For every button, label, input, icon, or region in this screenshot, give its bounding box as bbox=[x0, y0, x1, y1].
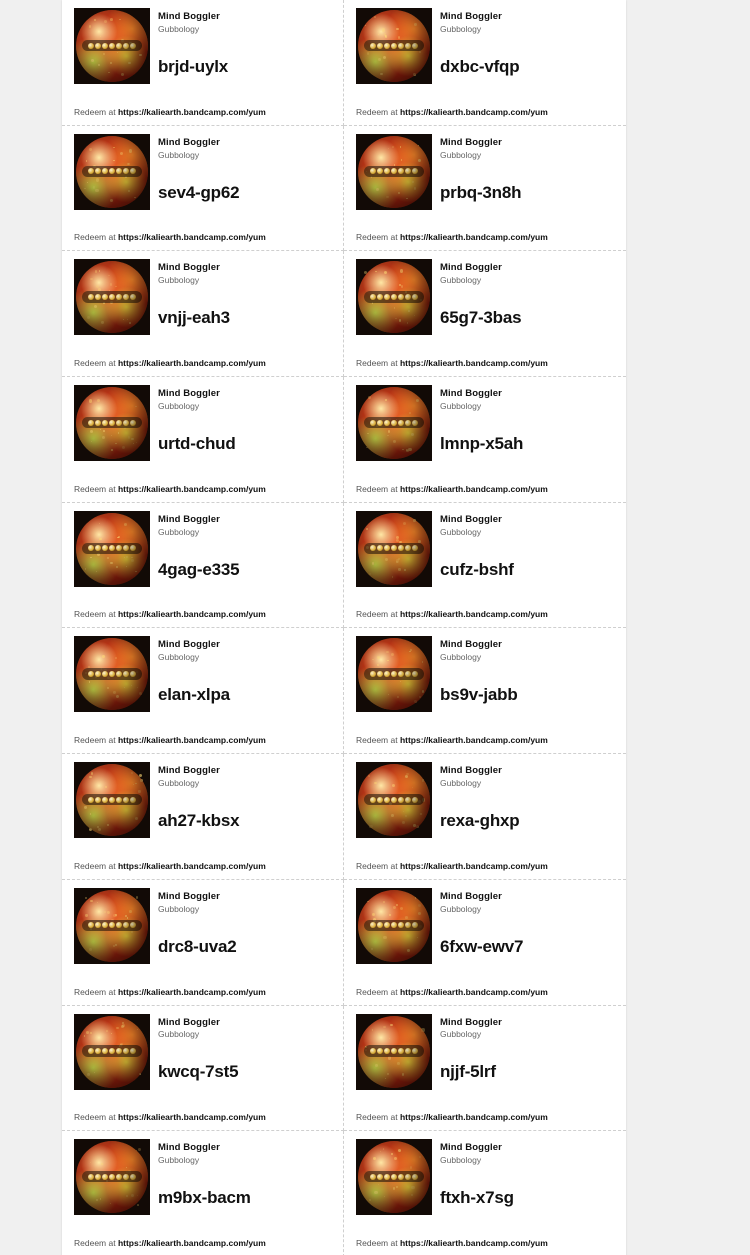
artist-name: Mind Boggler bbox=[158, 136, 220, 148]
card-header bbox=[356, 636, 616, 712]
card-header bbox=[74, 1014, 333, 1090]
card-inner bbox=[74, 134, 333, 243]
artist-name: Mind Boggler bbox=[440, 1142, 502, 1154]
redeem-prefix: Redeem at bbox=[74, 232, 118, 243]
card-meta bbox=[158, 511, 239, 580]
artist-name: Mind Boggler bbox=[158, 513, 220, 525]
card-header bbox=[356, 762, 616, 838]
card-header bbox=[356, 134, 616, 210]
download-code-card bbox=[344, 503, 626, 629]
card-header bbox=[74, 8, 333, 84]
album-title: Gubbology bbox=[158, 23, 200, 34]
redeem-instruction bbox=[74, 484, 266, 494]
card-meta bbox=[440, 762, 519, 831]
album-art-sun-disc-icon bbox=[356, 1139, 432, 1215]
card-inner bbox=[356, 134, 616, 243]
download-code: kwcq-7st5 bbox=[158, 1062, 239, 1082]
redeem-url[interactable]: https://kaliearth.bandcamp.com/yum bbox=[399, 1112, 548, 1123]
artist-name: Mind Boggler bbox=[440, 890, 502, 902]
album-art-sun-disc-icon bbox=[74, 1014, 150, 1090]
card-inner bbox=[74, 8, 333, 117]
card-meta bbox=[158, 385, 236, 454]
download-code: 6fxw-ewv7 bbox=[440, 936, 524, 956]
card-inner bbox=[74, 762, 333, 871]
download-code-card bbox=[62, 0, 344, 126]
album-title: Gubbology bbox=[440, 778, 482, 789]
download-code-card bbox=[62, 251, 344, 377]
redeem-url[interactable]: https://kaliearth.bandcamp.com/yum bbox=[399, 232, 548, 243]
card-header bbox=[356, 511, 616, 587]
redeem-prefix: Redeem at bbox=[356, 860, 400, 871]
redeem-url[interactable]: https://kaliearth.bandcamp.com/yum bbox=[399, 358, 548, 369]
album-title: Gubbology bbox=[440, 400, 482, 411]
card-meta bbox=[158, 8, 228, 77]
redeem-instruction bbox=[74, 987, 266, 997]
download-code: 65g7-3bas bbox=[440, 308, 522, 328]
download-code: sev4-gp62 bbox=[158, 182, 240, 202]
redeem-instruction bbox=[356, 735, 548, 745]
download-code: lmnp-x5ah bbox=[440, 434, 524, 454]
card-header bbox=[74, 134, 333, 210]
redeem-url[interactable]: https://kaliearth.bandcamp.com/yum bbox=[117, 106, 266, 117]
redeem-instruction bbox=[356, 484, 548, 494]
redeem-prefix: Redeem at bbox=[356, 986, 400, 997]
redeem-instruction bbox=[356, 1112, 548, 1122]
album-title: Gubbology bbox=[158, 903, 200, 914]
album-art-sun-disc-icon bbox=[356, 888, 432, 964]
album-title: Gubbology bbox=[158, 1029, 200, 1040]
redeem-prefix: Redeem at bbox=[356, 106, 400, 117]
album-art-sun-disc-icon bbox=[74, 511, 150, 587]
redeem-url[interactable]: https://kaliearth.bandcamp.com/yum bbox=[399, 735, 548, 746]
download-code: ftxh-x7sg bbox=[440, 1188, 514, 1208]
download-code-card bbox=[62, 628, 344, 754]
album-art-sun-disc-icon bbox=[356, 134, 432, 210]
artist-name: Mind Boggler bbox=[158, 11, 220, 22]
album-art-sun-disc-icon bbox=[356, 1014, 432, 1090]
album-title: Gubbology bbox=[440, 526, 482, 537]
album-art-sun-disc-icon bbox=[356, 385, 432, 461]
download-code: prbq-3n8h bbox=[440, 182, 522, 202]
artist-name: Mind Boggler bbox=[440, 513, 502, 525]
redeem-url[interactable]: https://kaliearth.bandcamp.com/yum bbox=[399, 609, 548, 620]
album-title: Gubbology bbox=[440, 1029, 482, 1040]
redeem-prefix: Redeem at bbox=[74, 1112, 118, 1123]
album-title: Gubbology bbox=[158, 778, 200, 789]
artist-name: Mind Boggler bbox=[158, 890, 220, 902]
card-meta bbox=[440, 8, 519, 77]
artist-name: Mind Boggler bbox=[440, 11, 502, 22]
redeem-prefix: Redeem at bbox=[356, 1237, 400, 1248]
card-meta bbox=[158, 1139, 251, 1208]
download-code-card bbox=[344, 628, 626, 754]
redeem-instruction bbox=[74, 861, 266, 871]
download-code: vnjj-eah3 bbox=[158, 308, 230, 328]
redeem-url[interactable]: https://kaliearth.bandcamp.com/yum bbox=[117, 483, 266, 494]
artist-name: Mind Boggler bbox=[158, 262, 220, 274]
redeem-url[interactable]: https://kaliearth.bandcamp.com/yum bbox=[117, 1112, 266, 1123]
album-art-sun-disc-icon bbox=[74, 259, 150, 335]
album-title: Gubbology bbox=[158, 526, 200, 537]
card-header bbox=[356, 1014, 616, 1090]
download-code: bs9v-jabb bbox=[440, 685, 518, 705]
download-code: 4gag-e335 bbox=[158, 559, 240, 579]
download-code: ah27-kbsx bbox=[158, 811, 240, 831]
card-inner bbox=[356, 1139, 616, 1248]
card-meta bbox=[440, 888, 523, 957]
download-code-card bbox=[344, 251, 626, 377]
card-header bbox=[356, 1139, 616, 1215]
card-header bbox=[356, 385, 616, 461]
redeem-instruction bbox=[74, 735, 266, 745]
card-inner bbox=[74, 511, 333, 620]
card-header bbox=[356, 8, 616, 84]
redeem-instruction bbox=[74, 232, 266, 242]
album-title: Gubbology bbox=[440, 652, 482, 663]
redeem-prefix: Redeem at bbox=[356, 735, 400, 746]
card-meta bbox=[158, 636, 230, 705]
card-meta bbox=[440, 134, 521, 203]
redeem-url[interactable]: https://kaliearth.bandcamp.com/yum bbox=[399, 1237, 548, 1248]
redeem-instruction bbox=[74, 1238, 266, 1248]
redeem-prefix: Redeem at bbox=[74, 860, 118, 871]
card-meta bbox=[440, 385, 523, 454]
redeem-instruction bbox=[74, 609, 266, 619]
artist-name: Mind Boggler bbox=[158, 765, 220, 777]
download-code-card bbox=[344, 377, 626, 503]
download-code-card bbox=[344, 1131, 626, 1255]
redeem-prefix: Redeem at bbox=[356, 358, 400, 369]
redeem-instruction bbox=[356, 107, 548, 117]
download-code-card bbox=[344, 126, 626, 252]
download-code-card bbox=[344, 0, 626, 126]
redeem-url[interactable]: https://kaliearth.bandcamp.com/yum bbox=[399, 986, 548, 997]
download-code: drc8-uva2 bbox=[158, 936, 237, 956]
album-title: Gubbology bbox=[158, 149, 200, 160]
card-header bbox=[74, 259, 333, 335]
card-inner bbox=[356, 888, 616, 997]
album-title: Gubbology bbox=[158, 275, 200, 286]
card-inner bbox=[74, 888, 333, 997]
album-title: Gubbology bbox=[158, 400, 200, 411]
card-meta bbox=[158, 134, 239, 203]
download-code: rexa-ghxp bbox=[440, 811, 520, 831]
download-code-card bbox=[62, 503, 344, 629]
redeem-prefix: Redeem at bbox=[74, 358, 118, 369]
card-inner bbox=[356, 762, 616, 871]
card-meta bbox=[440, 1139, 514, 1208]
printable-sheet bbox=[62, 0, 626, 1255]
redeem-url[interactable]: https://kaliearth.bandcamp.com/yum bbox=[399, 106, 548, 117]
redeem-prefix: Redeem at bbox=[74, 1237, 118, 1248]
card-header bbox=[356, 888, 616, 964]
redeem-url[interactable]: https://kaliearth.bandcamp.com/yum bbox=[399, 483, 548, 494]
redeem-url[interactable]: https://kaliearth.bandcamp.com/yum bbox=[117, 609, 266, 620]
album-title: Gubbology bbox=[440, 149, 482, 160]
card-header bbox=[74, 636, 333, 712]
artist-name: Mind Boggler bbox=[440, 388, 502, 400]
redeem-prefix: Redeem at bbox=[74, 106, 118, 117]
album-art-sun-disc-icon bbox=[356, 259, 432, 335]
card-meta bbox=[158, 762, 239, 831]
redeem-url[interactable]: https://kaliearth.bandcamp.com/yum bbox=[117, 1237, 266, 1248]
redeem-url[interactable]: https://kaliearth.bandcamp.com/yum bbox=[117, 358, 266, 369]
redeem-instruction bbox=[74, 107, 266, 117]
download-code: dxbc-vfqp bbox=[440, 56, 520, 76]
card-meta bbox=[440, 511, 514, 580]
redeem-instruction bbox=[74, 358, 266, 368]
album-art-sun-disc-icon bbox=[74, 8, 150, 84]
redeem-instruction bbox=[356, 232, 548, 242]
card-inner bbox=[74, 1014, 333, 1123]
album-art-sun-disc-icon bbox=[356, 762, 432, 838]
redeem-prefix: Redeem at bbox=[74, 609, 118, 620]
artist-name: Mind Boggler bbox=[440, 765, 502, 777]
artist-name: Mind Boggler bbox=[440, 262, 502, 274]
download-code: cufz-bshf bbox=[440, 559, 514, 579]
redeem-prefix: Redeem at bbox=[356, 483, 400, 494]
artist-name: Mind Boggler bbox=[158, 388, 220, 400]
download-code: elan-xlpa bbox=[158, 685, 230, 705]
redeem-prefix: Redeem at bbox=[74, 735, 118, 746]
redeem-instruction bbox=[74, 1112, 266, 1122]
card-meta bbox=[440, 1014, 502, 1083]
card-header bbox=[74, 888, 333, 964]
artist-name: Mind Boggler bbox=[158, 639, 220, 651]
card-header bbox=[356, 259, 616, 335]
redeem-instruction bbox=[356, 358, 548, 368]
artist-name: Mind Boggler bbox=[158, 1016, 220, 1028]
card-header bbox=[74, 511, 333, 587]
card-inner bbox=[74, 636, 333, 745]
card-meta bbox=[158, 1014, 238, 1083]
redeem-url[interactable]: https://kaliearth.bandcamp.com/yum bbox=[117, 735, 266, 746]
download-code-card bbox=[62, 126, 344, 252]
download-code: brjd-uylx bbox=[158, 56, 228, 76]
album-art-sun-disc-icon bbox=[74, 134, 150, 210]
card-header bbox=[74, 1139, 333, 1215]
download-code-card bbox=[344, 1006, 626, 1132]
artist-name: Mind Boggler bbox=[440, 639, 502, 651]
album-art-sun-disc-icon bbox=[74, 762, 150, 838]
card-meta bbox=[440, 259, 521, 328]
artist-name: Mind Boggler bbox=[440, 136, 502, 148]
album-art-sun-disc-icon bbox=[74, 1139, 150, 1215]
card-inner bbox=[356, 1014, 616, 1123]
download-code-card bbox=[62, 754, 344, 880]
card-inner bbox=[356, 385, 616, 494]
redeem-url[interactable]: https://kaliearth.bandcamp.com/yum bbox=[117, 232, 266, 243]
card-inner bbox=[74, 259, 333, 368]
card-inner bbox=[74, 385, 333, 494]
album-art-sun-disc-icon bbox=[74, 888, 150, 964]
album-title: Gubbology bbox=[440, 275, 482, 286]
album-title: Gubbology bbox=[440, 1155, 482, 1166]
download-code: m9bx-bacm bbox=[158, 1188, 251, 1208]
redeem-prefix: Redeem at bbox=[356, 232, 400, 243]
download-code: urtd-chud bbox=[158, 434, 236, 454]
album-title: Gubbology bbox=[158, 1155, 200, 1166]
download-code-card bbox=[62, 377, 344, 503]
redeem-prefix: Redeem at bbox=[356, 1112, 400, 1123]
redeem-instruction bbox=[356, 609, 548, 619]
download-code-card bbox=[344, 754, 626, 880]
card-meta bbox=[440, 636, 518, 705]
card-header bbox=[74, 762, 333, 838]
album-art-sun-disc-icon bbox=[356, 636, 432, 712]
redeem-instruction bbox=[356, 861, 548, 871]
card-inner bbox=[74, 1139, 333, 1248]
card-inner bbox=[356, 8, 616, 117]
card-inner bbox=[356, 511, 616, 620]
card-header bbox=[74, 385, 333, 461]
album-art-sun-disc-icon bbox=[356, 8, 432, 84]
download-code: njjf-5lrf bbox=[440, 1062, 496, 1082]
redeem-url[interactable]: https://kaliearth.bandcamp.com/yum bbox=[117, 860, 266, 871]
artist-name: Mind Boggler bbox=[440, 1016, 502, 1028]
redeem-prefix: Redeem at bbox=[356, 609, 400, 620]
redeem-url[interactable]: https://kaliearth.bandcamp.com/yum bbox=[399, 860, 548, 871]
card-meta bbox=[158, 259, 230, 328]
album-art-sun-disc-icon bbox=[356, 511, 432, 587]
download-code-card bbox=[62, 880, 344, 1006]
album-art-sun-disc-icon bbox=[74, 385, 150, 461]
download-code-grid bbox=[62, 0, 626, 1255]
redeem-instruction bbox=[356, 1238, 548, 1248]
download-code-card bbox=[344, 880, 626, 1006]
album-title: Gubbology bbox=[440, 23, 482, 34]
card-inner bbox=[356, 636, 616, 745]
redeem-prefix: Redeem at bbox=[74, 986, 118, 997]
redeem-instruction bbox=[356, 987, 548, 997]
card-meta bbox=[158, 888, 237, 957]
card-inner bbox=[356, 259, 616, 368]
artist-name: Mind Boggler bbox=[158, 1142, 220, 1154]
album-title: Gubbology bbox=[440, 903, 482, 914]
redeem-prefix: Redeem at bbox=[74, 483, 118, 494]
download-code-card bbox=[62, 1131, 344, 1255]
download-code-card bbox=[62, 1006, 344, 1132]
redeem-url[interactable]: https://kaliearth.bandcamp.com/yum bbox=[117, 986, 266, 997]
album-title: Gubbology bbox=[158, 652, 200, 663]
album-art-sun-disc-icon bbox=[74, 636, 150, 712]
